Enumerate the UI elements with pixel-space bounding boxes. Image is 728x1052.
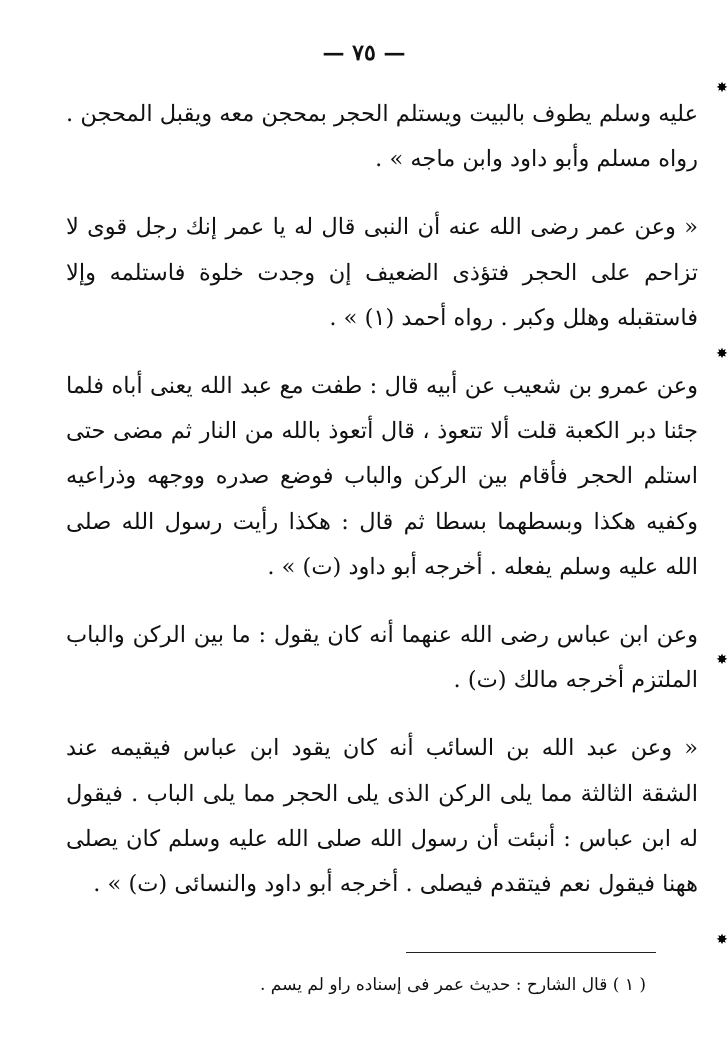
binding-mark-icon: ✸ [716, 346, 728, 362]
binding-mark-icon: ✸ [716, 932, 728, 948]
binding-mark-icon: ✸ [716, 652, 728, 668]
footnote: ( ١ ) قال الشارح : حديث عمر فى إسناده راو لم يسم . [260, 975, 646, 995]
binding-mark-icon: ✸ [716, 80, 728, 96]
page-number: — ٧٥ — [322, 40, 406, 66]
page-body [66, 92, 698, 930]
paragraph-1: عليه وسلم يطوف بالبيت ويستلم الحجر بمحجن معه ويقبل المحجن . رواه مسلم وأبو داود وابن ماجه » . [66, 101, 698, 173]
footnote-divider [406, 952, 656, 953]
paragraph-3: وعن عمرو بن شعيب عن أبيه قال : طفت مع عبد الله يعنى أباه فلما جئنا دبر الكعبة قلت ألا تتعوذ ، قال أتعوذ بالله من النار ثم مضى حتى استلم الحجر فأقام بين الركن والباب فوضع صدره ووجهه وذراعيه وكفيه هكذا وبسطهما بسطا ثم قال : هكذا رأيت رسول الله صلى الله عليه وسلم يفعله . أخرجه أبو داود (ت) » . [66, 373, 698, 580]
paragraph-4: وعن ابن عباس رضى الله عنهما أنه كان يقول : ما بين الركن والباب الملتزم أخرجه مالك (ت) . [66, 622, 698, 694]
paragraph-5: « وعن عبد الله بن السائب أنه كان يقود ابن عباس فيقيمه عند الشقة الثالثة مما يلى الركن الذى يلى الحجر مما يلى الباب . فيقول له ابن عباس : أنبئت أن رسول الله صلى الله عليه وسلم كان يصلى ههنا فيقول نعم فيتقدم فيصلى . أخرجه أبو داود والنسائى (ت) » . [66, 735, 698, 898]
paragraph-2: « وعن عمر رضى الله عنه أن النبى قال له يا عمر إنك رجل قوى لا تزاحم على الحجر فتؤذى الضعيف إن وجدت خلوة فاستلمه وإلا فاستقبله وهلل وكبر . رواه أحمد (١) » . [66, 214, 698, 331]
